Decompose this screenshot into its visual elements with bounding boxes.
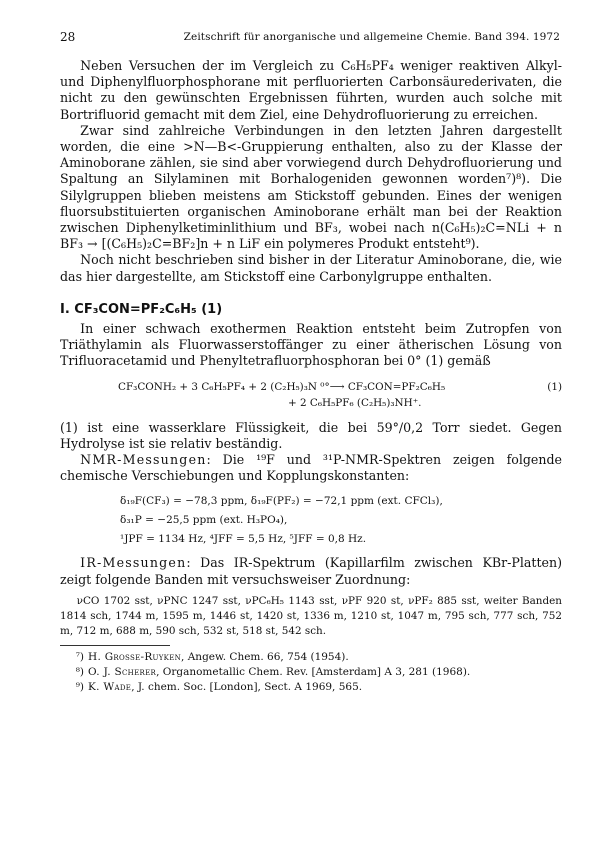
nmr-title: NMR-Messungen xyxy=(80,452,207,468)
footnote-text: , J. chem. Soc. [London], Sect. A 1969, 565. xyxy=(131,680,363,693)
ir-title: IR-Messungen xyxy=(80,555,187,571)
reaction-equation xyxy=(60,379,562,413)
footnote-author: K. Wade xyxy=(88,680,132,693)
section-heading: I. CF₃CON=PF₂C₆H₅ (1) xyxy=(60,301,223,317)
intro-paragraph-3: Noch nicht beschrieben sind bisher in der Literatur Aminoborane, die, wie das hier dargestellte, am Stickstoff eine Carbonylgruppe enthalten. xyxy=(60,252,562,284)
ir-text: : Das IR-Spektrum (Kapillarfilm zwischen KBr-Platten) zeigt folgende Banden mit versuchsweiser Zuordnung: xyxy=(60,555,562,587)
footnote-9 xyxy=(60,680,562,695)
equation-number: (1) xyxy=(547,380,562,393)
footnote-number: ⁹) xyxy=(75,680,84,693)
footnote-author: O. J. Scherer xyxy=(88,665,157,678)
nmr-line-1: δ₁₉F(CF₃) = −78,3 ppm, δ₁₉F(PF₂) = −72,1 ppm (ext. CFCl₃), xyxy=(120,495,443,508)
equation-line-1: CF₃CONH₂ + 3 C₆H₅PF₄ + 2 (C₂H₅)₃N ⁰°⟶ CF₃CON=PF₂C₆H₅ xyxy=(118,380,446,393)
equation-line-2: + 2 C₆H₅PF₆ (C₂H₅)₃NH⁺. xyxy=(288,396,422,409)
footnotes xyxy=(60,650,562,695)
footnote-number: ⁸) xyxy=(75,665,84,678)
footnote-rule xyxy=(60,645,170,646)
footnote-7 xyxy=(60,650,562,665)
footnote-text: , Organometallic Chem. Rev. [Amsterdam] A 3, 281 (1968). xyxy=(156,665,471,678)
section-paragraph-2: (1) ist eine wasserklare Flüssigkeit, die bei 59°/0,2 Torr siedet. Gegen Hydrolyse ist sie relativ beständig. xyxy=(60,419,562,451)
nmr-line-3: ¹JPF = 1134 Hz, ⁴JFF = 5,5 Hz, ⁵JFF = 0,8 Hz. xyxy=(120,533,367,546)
page-number: 28 xyxy=(60,30,76,44)
page-body xyxy=(60,58,562,695)
footnote-number: ⁷) xyxy=(75,650,84,663)
footnote-8 xyxy=(60,665,562,680)
ir-bands: νCO 1702 sst, νPNC 1247 sst, νPC₆H₅ 1143 sst, νPF 920 st, νPF₂ 885 sst, weiter Banden 1814 sch, 1744 m, 1595 m, 1446 st, 1420 st, 1336 m, 1210 st, 1047 m, 795 sch, 777 sch, 752 m, 712 m, 688 m, 590 sch, 532 st, 518 st, 542 sch. xyxy=(60,594,562,637)
footnote-text: , Angew. Chem. 66, 754 (1954). xyxy=(181,650,349,663)
nmr-data xyxy=(60,492,562,549)
nmr-text: : Die ¹⁹F und ³¹P-NMR-Spektren zeigen folgende chemische Verschiebungen und Kopplungskonstanten: xyxy=(60,452,562,484)
ir-paragraph xyxy=(60,555,562,587)
footnote-author: H. Grosse-Ruyken xyxy=(88,650,182,663)
intro-paragraph-2: Zwar sind zahlreiche Verbindungen in den letzten Jahren dargestellt worden, die eine >N—B<-Gruppierung enthalten, also zu der Klasse der Aminoborane zählen, sie sind aber vorwiegend durch Dehydrofluorierung und Spaltung an Silylaminen mit Borhalogeniden gewonnen worden⁷)⁸). Die Silylgruppen blieben meistens am Stickstoff gebunden. Eines der wenigen fluorsubstituierten organischen Aminoborane erhält man bei der Reaktion zwischen Diphenylketiminlithium und BF₃, wobei nach n(C₆H₅)₂C=NLi + n BF₃ → [(C₆H₅)₂C=BF₂]n + n LiF ein polymeres Produkt entsteht⁹). xyxy=(60,122,562,252)
section-paragraph-1: In einer schwach exothermen Reaktion entsteht beim Zutropfen von Triäthylamin als Fluorwasserstoffänger zu einer ätherischen Lösung von Trifluoracetamid und Phenyltetrafluorphosphoran bei 0° (1) gemäß xyxy=(60,321,562,369)
intro-paragraph-1: Neben Versuchen der im Vergleich zu C₆H₅PF₄ weniger reaktiven Alkyl- und Diphenylfluorphosphorane mit perfluorierten Carbonsäurederivaten, die nicht zu den gewünschten Ergebnissen führten, wurden auch solche mit Bortrifluorid gemacht mit dem Ziel, eine Dehydrofluorierung zu erreichen. xyxy=(60,58,562,122)
nmr-paragraph xyxy=(60,452,562,484)
running-head: Zeitschrift für anorganische und allgemeine Chemie. Band 394. 1972 xyxy=(183,31,560,43)
nmr-line-2: δ₃₁P = −25,5 ppm (ext. H₃PO₄), xyxy=(120,514,288,527)
